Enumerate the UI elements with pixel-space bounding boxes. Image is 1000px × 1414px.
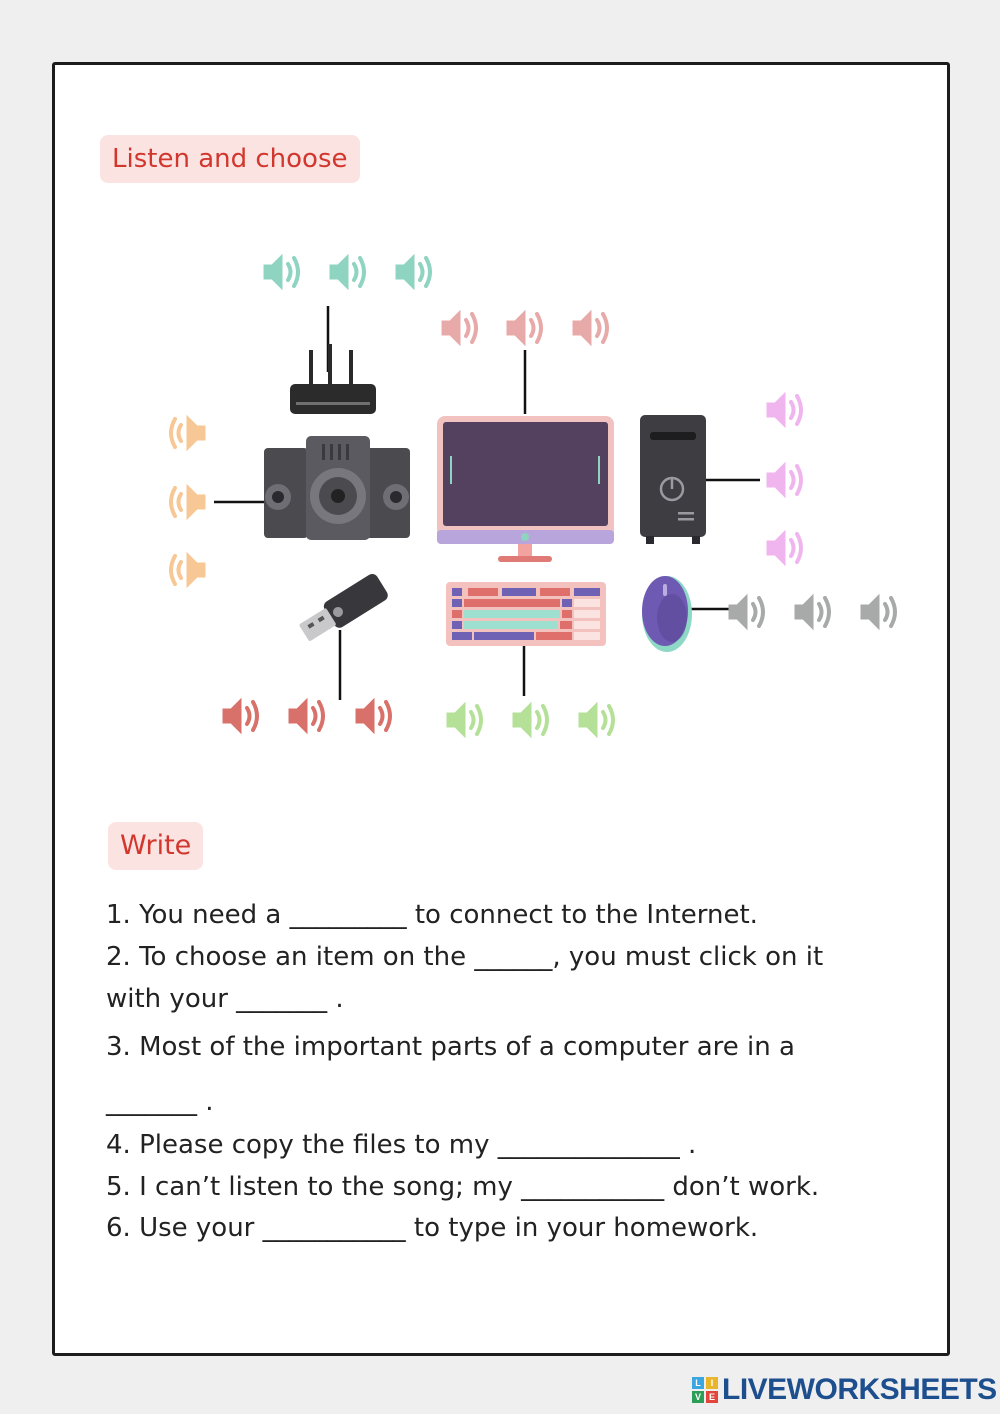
- audio-play-icon[interactable]: [442, 311, 476, 345]
- audio-play-icon[interactable]: [513, 703, 547, 737]
- mouse-icon: [642, 576, 692, 652]
- audio-play-icon[interactable]: [171, 416, 205, 450]
- question-line: 5. I can’t listen to the song; my ___________ don’t work.: [106, 1172, 820, 1202]
- case-audio-group: [767, 393, 801, 565]
- liveworksheets-logo[interactable]: [692, 1374, 997, 1406]
- mouse-audio-group: [729, 595, 895, 629]
- question-line: 2. To choose an item on the ______, you must click on it: [106, 942, 824, 972]
- audio-play-icon[interactable]: [447, 703, 481, 737]
- speakers-icon: [264, 436, 410, 540]
- audio-play-icon[interactable]: [289, 699, 323, 733]
- logo-letter: L: [692, 1377, 704, 1389]
- section-title-write: Write: [108, 822, 203, 870]
- audio-play-icon[interactable]: [330, 255, 364, 289]
- computer-case-icon: [640, 415, 706, 544]
- keyboard-icon: [446, 582, 606, 646]
- audio-play-icon[interactable]: [171, 553, 205, 587]
- logo-mark: [692, 1377, 718, 1403]
- question-line: 6. Use your ___________ to type in your homework.: [106, 1213, 759, 1243]
- audio-play-icon[interactable]: [729, 595, 763, 629]
- question-line: with your _______ .: [106, 984, 344, 1014]
- audio-play-icon[interactable]: [767, 463, 801, 497]
- audio-play-icon[interactable]: [396, 255, 430, 289]
- usb-audio-group: [223, 699, 390, 733]
- audio-play-icon[interactable]: [767, 393, 801, 427]
- audio-play-icon[interactable]: [356, 699, 390, 733]
- audio-play-icon[interactable]: [171, 485, 205, 519]
- audio-play-icon[interactable]: [573, 311, 607, 345]
- audio-play-icon[interactable]: [223, 699, 257, 733]
- router-icon: [290, 344, 376, 414]
- logo-letter: E: [706, 1391, 718, 1403]
- monitor-icon: [437, 416, 614, 562]
- router-audio-group: [264, 255, 430, 289]
- question-line: 1. You need a _________ to connect to the Internet.: [106, 900, 758, 930]
- audio-play-icon[interactable]: [767, 531, 801, 565]
- usb-flash-drive-icon: [296, 572, 390, 646]
- section-title-listen: Listen and choose: [100, 135, 360, 183]
- question-line: _______ .: [106, 1087, 214, 1117]
- logo-letter: V: [692, 1391, 704, 1403]
- question-line: 3. Most of the important parts of a computer are in a: [106, 1032, 795, 1062]
- audio-play-icon[interactable]: [264, 255, 298, 289]
- speakers-audio-group: [171, 416, 205, 587]
- audio-play-icon[interactable]: [861, 595, 895, 629]
- audio-play-icon[interactable]: [795, 595, 829, 629]
- monitor-audio-group: [442, 311, 607, 345]
- audio-play-icon[interactable]: [507, 311, 541, 345]
- logo-letter: I: [706, 1377, 718, 1389]
- question-line: 4. Please copy the files to my ______________ .: [106, 1130, 697, 1160]
- audio-play-icon[interactable]: [579, 703, 613, 737]
- keyboard-audio-group: [447, 703, 613, 737]
- brand-name: LIVEWORKSHEETS: [722, 1373, 997, 1406]
